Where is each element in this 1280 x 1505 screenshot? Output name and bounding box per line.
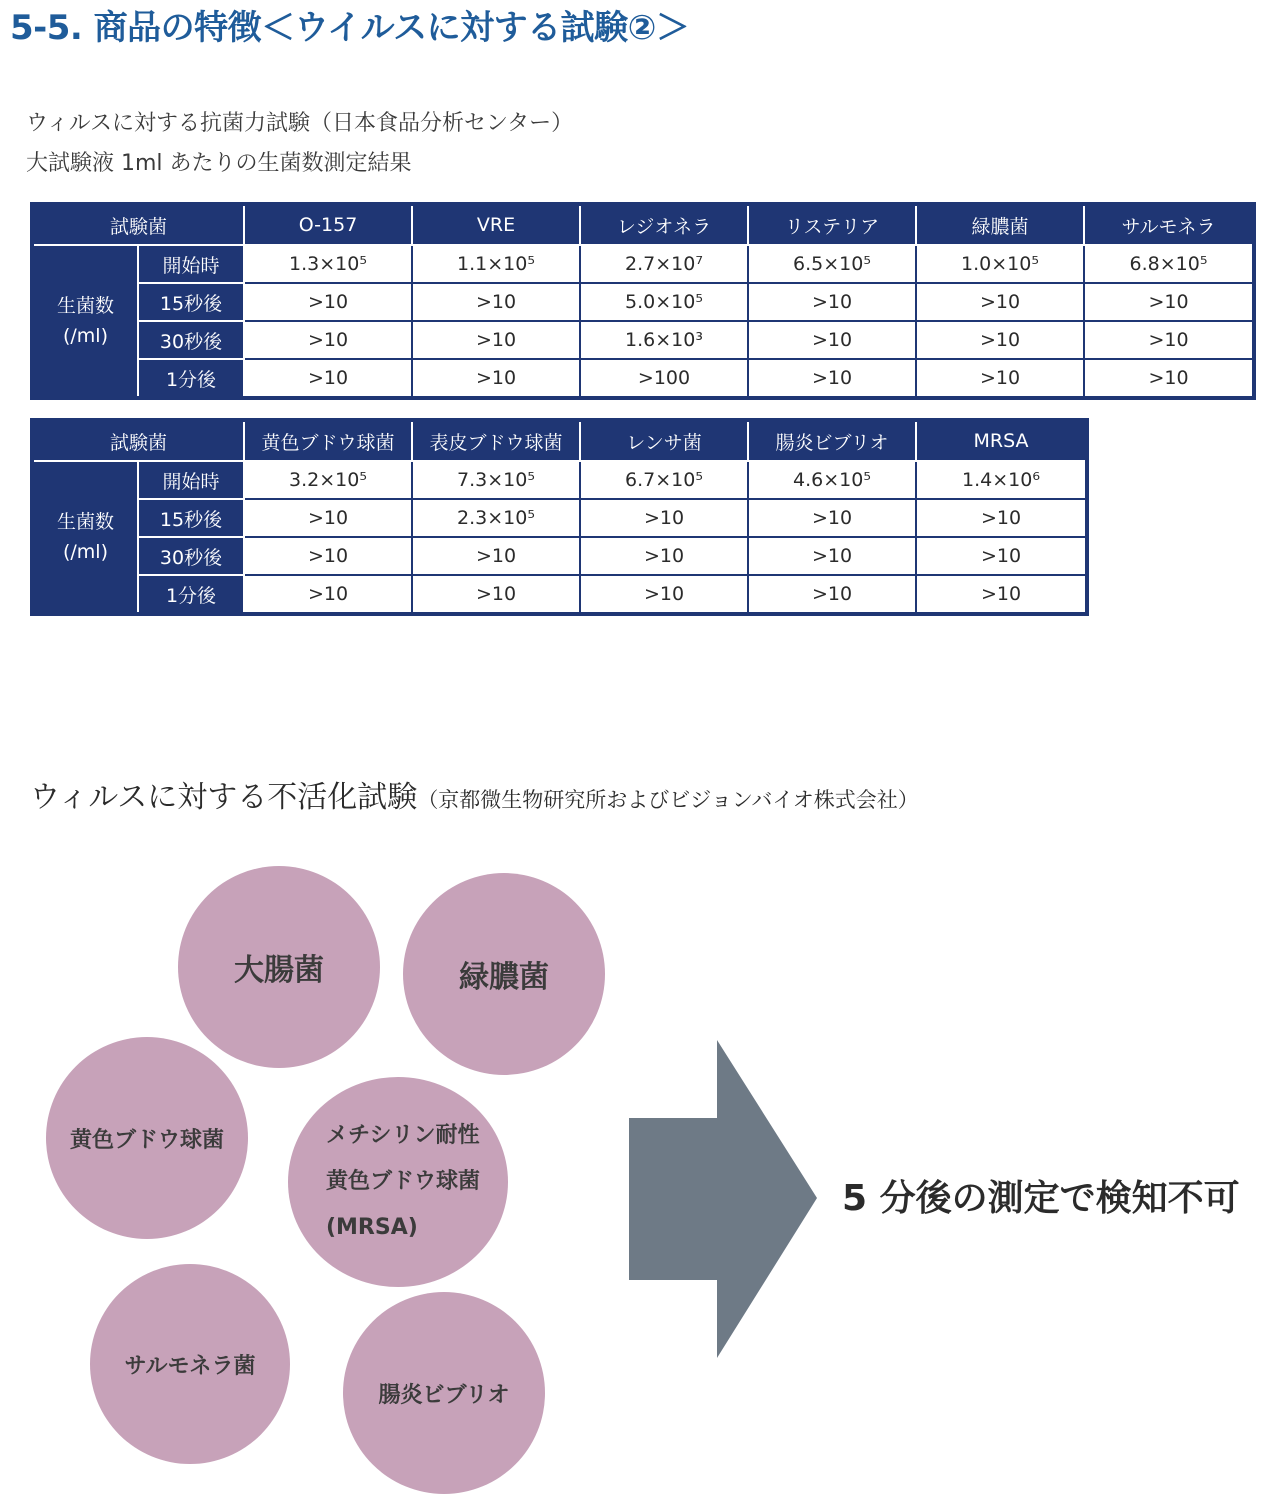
table-cell: >10 [748, 537, 916, 575]
viable-count-label-line2: (/ml) [62, 325, 108, 347]
table-cell: 2.3×10⁵ [412, 499, 580, 537]
table-cell: >10 [748, 499, 916, 537]
table-cell: >100 [580, 359, 748, 398]
table-cell: 6.5×10⁵ [748, 245, 916, 283]
table-cell: >10 [748, 283, 916, 321]
bacteria-circle-pseudomonas [403, 873, 605, 1075]
table-cell: >10 [1084, 359, 1254, 398]
antibacterial-table-1 [30, 202, 1256, 400]
table-cell: 1.6×10³ [580, 321, 748, 359]
table-cell: >10 [916, 283, 1084, 321]
column-header: レンサ菌 [580, 420, 748, 461]
table-cell: 1.0×10⁵ [916, 245, 1084, 283]
bacteria-circle-mrsa [288, 1077, 508, 1287]
inactivation-test-heading [30, 772, 919, 816]
table-cell: >10 [916, 537, 1087, 575]
right-arrow-icon [629, 1040, 819, 1360]
table-cell: 1.1×10⁵ [412, 245, 580, 283]
bacteria-label: 黄色ブドウ球菌 [69, 1127, 224, 1153]
table-row [32, 461, 1087, 499]
row-label: 15秒後 [138, 499, 244, 537]
table-row [32, 245, 1254, 283]
result-text: 5 分後の測定で検知不可 [842, 1178, 1240, 1219]
table-cell: >10 [244, 321, 412, 359]
table-cell: 6.8×10⁵ [1084, 245, 1254, 283]
column-header: 緑膿菌 [916, 204, 1084, 245]
bacteria-circle-staph [46, 1037, 248, 1239]
table-row [32, 499, 1087, 537]
mrsa-label [326, 1113, 480, 1251]
column-header: レジオネラ [580, 204, 748, 245]
table-row [32, 537, 1087, 575]
table-cell: >10 [412, 283, 580, 321]
table-cell: >10 [748, 321, 916, 359]
table-cell: >10 [1084, 283, 1254, 321]
table-cell: 1.4×10⁶ [916, 461, 1087, 499]
table-cell: >10 [244, 359, 412, 398]
table-cell: >10 [916, 321, 1084, 359]
table-cell: >10 [580, 537, 748, 575]
table-cell: 2.7×10⁷ [580, 245, 748, 283]
table-cell: 3.2×10⁵ [244, 461, 412, 499]
bacteria-circle-salmonella [90, 1264, 290, 1464]
row-label: 開始時 [138, 461, 244, 499]
table-cell: 7.3×10⁵ [412, 461, 580, 499]
table-cell: >10 [244, 575, 412, 614]
column-header: リステリア [748, 204, 916, 245]
table-row [32, 359, 1254, 398]
table-cell: >10 [412, 359, 580, 398]
column-header: サルモネラ [1084, 204, 1254, 245]
inactivation-test-title: ウィルスに対する不活化試験 [30, 780, 418, 815]
table-cell: >10 [244, 283, 412, 321]
bacteria-label: 腸炎ビブリオ [378, 1382, 510, 1408]
table-cell: >10 [916, 499, 1087, 537]
page-title [10, 0, 689, 49]
bacteria-circle-ecoli [178, 866, 380, 1068]
table-cell: 1.3×10⁵ [244, 245, 412, 283]
table-cell: >10 [580, 499, 748, 537]
bacteria-label: 大腸菌 [234, 953, 324, 988]
bacteria-circle-vibrio [343, 1292, 545, 1494]
table-cell: >10 [580, 575, 748, 614]
header-test-bacteria: 試験菌 [32, 204, 244, 245]
table-cell: >10 [244, 537, 412, 575]
row-label: 1分後 [138, 575, 244, 614]
column-header: O-157 [244, 204, 412, 245]
viable-count-label-line1: 生菌数 [56, 295, 114, 317]
test-subtitle: 大試験液 1ml あたりの生菌数測定結果 [26, 151, 412, 176]
header-test-bacteria: 試験菌 [32, 420, 244, 461]
table-row [32, 321, 1254, 359]
table-cell: >10 [748, 575, 916, 614]
row-label: 30秒後 [138, 537, 244, 575]
test-title: ウィルスに対する抗菌力試験（日本食品分析センター） [26, 111, 574, 136]
page-title-text: 5-5. 商品の特徴＜ウイルスに対する試験②＞ [10, 8, 690, 48]
table-cell: >10 [1084, 321, 1254, 359]
mrsa-label-line2: 黄色ブドウ球菌 [325, 1169, 480, 1194]
bacteria-label: サルモネラ菌 [124, 1353, 256, 1379]
antibacterial-table-2 [30, 418, 1089, 616]
table-row [32, 283, 1254, 321]
viable-count-label [32, 245, 138, 398]
table-cell: 6.7×10⁵ [580, 461, 748, 499]
row-label: 30秒後 [138, 321, 244, 359]
column-header: 黄色ブドウ球菌 [244, 420, 412, 461]
column-header: 表皮ブドウ球菌 [412, 420, 580, 461]
table-cell: >10 [916, 359, 1084, 398]
viable-count-label-line1: 生菌数 [56, 511, 114, 533]
inactivation-test-source: （京都微生物研究所およびビジョンバイオ株式会社） [417, 788, 919, 812]
column-header: 腸炎ビブリオ [748, 420, 916, 461]
row-label: 開始時 [138, 245, 244, 283]
viable-count-label-line2: (/ml) [62, 541, 108, 563]
table-cell: >10 [412, 537, 580, 575]
bacteria-label: 緑膿菌 [459, 960, 549, 995]
table-cell: >10 [412, 321, 580, 359]
table-cell: >10 [412, 575, 580, 614]
column-header: VRE [412, 204, 580, 245]
mrsa-label-line1: メチシリン耐性 [325, 1123, 480, 1148]
viable-count-label [32, 461, 138, 614]
row-label: 1分後 [138, 359, 244, 398]
table-row [32, 575, 1087, 614]
mrsa-label-line3: (MRSA) [325, 1215, 418, 1240]
row-label: 15秒後 [138, 283, 244, 321]
column-header: MRSA [916, 420, 1087, 461]
table-cell: >10 [916, 575, 1087, 614]
table-cell: >10 [244, 499, 412, 537]
table-cell: >10 [748, 359, 916, 398]
table-cell: 4.6×10⁵ [748, 461, 916, 499]
table-cell: 5.0×10⁵ [580, 283, 748, 321]
